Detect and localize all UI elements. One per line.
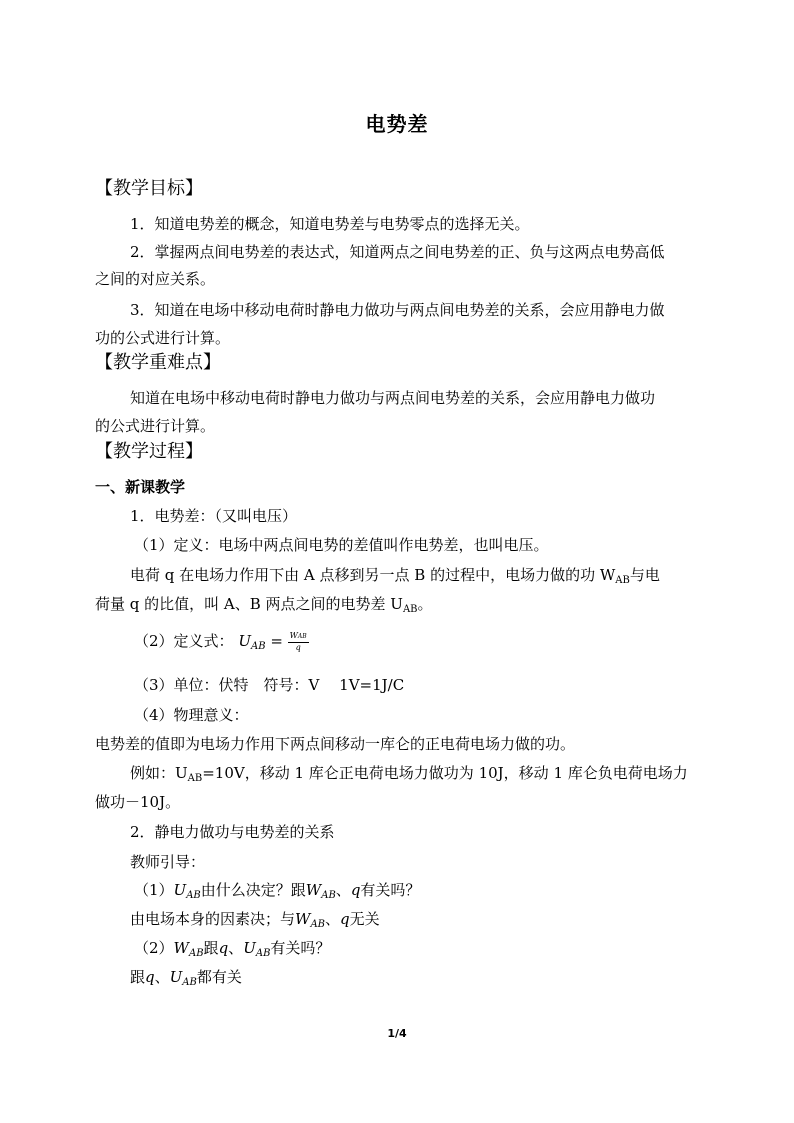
teacher-guide: 教师引导： bbox=[130, 853, 206, 871]
definition-1: （1）定义：电场中两点间电势的差值叫作电势差，也叫电压。 bbox=[134, 536, 549, 554]
example-line-2: 做功－10J。 bbox=[95, 793, 181, 811]
question-1: $(1)U_{AB}$由什么决定？跟$W_{AB}$、q有关吗？ bbox=[134, 881, 421, 901]
goal-3-line-1: 3．知道在电场中移动电荷时静电力做功与两点间电势差的关系，会应用静电力做 bbox=[130, 301, 665, 319]
item-2: 2．静电力做功与电势差的关系 bbox=[130, 823, 335, 841]
goal-2-line-1: 2．掌握两点间电势差的表达式，知道两点之间电势差的正、负与这两点电势高低 bbox=[130, 243, 665, 261]
meaning-text: 电势差的值即为电场力作用下两点间移动一库仑的正电荷电场力做的功。 bbox=[95, 735, 576, 753]
question-2: $(2)W_{AB}$跟q、$U_{AB}$有关吗？ bbox=[134, 939, 331, 959]
meaning-line: （4）物理意义： bbox=[134, 706, 249, 724]
page-number: 1/4 bbox=[387, 1027, 407, 1040]
unit-line: （3）单位：伏特 符号：V 1V=1J/C bbox=[134, 676, 405, 694]
definition-text-line-1: 电荷 q 在电场力作用下由 A 点移到另一点 B 的过程中，电场力做的功 $W_{AB}$与电 bbox=[130, 566, 660, 586]
example-line-1: 例如：$U_{AB}=10V$，移动 1 库仑正电荷电场力做功为 10J，移动 1 库仑负电荷电场力 bbox=[130, 764, 688, 784]
item-1: 1．电势差：（又叫电压） bbox=[130, 507, 298, 525]
formula-fraction: $\frac{\text{WAB}}{q}$ bbox=[289, 631, 307, 652]
definition-text-line-2: 荷量 q 的比值，叫 A、B 两点之间的电势差 $U_{AB}$。 bbox=[95, 595, 433, 615]
goal-2-line-2: 之间的对应关系。 bbox=[95, 270, 216, 288]
key-line-1: 知道在电场中移动电荷时静电力做功与两点间电势差的关系，会应用静电力做功 bbox=[130, 389, 656, 407]
key-heading: 【教学重难点】 bbox=[95, 352, 221, 373]
key-line-2: 的公式进行计算。 bbox=[95, 417, 216, 435]
page-title: 电势差 bbox=[365, 112, 429, 136]
formula-lhs: $U_{AB}$ bbox=[238, 632, 266, 652]
answer-1: 由电场本身的因素决；与$W_{AB}$、q无关 bbox=[130, 910, 380, 930]
process-heading: 【教学过程】 bbox=[95, 441, 203, 462]
goal-1: 1．知道电势差的概念，知道电势差与电势零点的选择无关。 bbox=[130, 215, 530, 233]
goal-3-line-2: 功的公式进行计算。 bbox=[95, 329, 231, 347]
answer-2: 跟q、$U_{AB}$都有关 bbox=[130, 968, 242, 988]
goals-heading: 【教学目标】 bbox=[95, 178, 203, 199]
formula-line: （2）定义式： $U_{AB}$ = $\frac{\text{WAB}}{q}$ bbox=[134, 631, 307, 652]
part-1-heading: 一、新课教学 bbox=[95, 478, 186, 496]
